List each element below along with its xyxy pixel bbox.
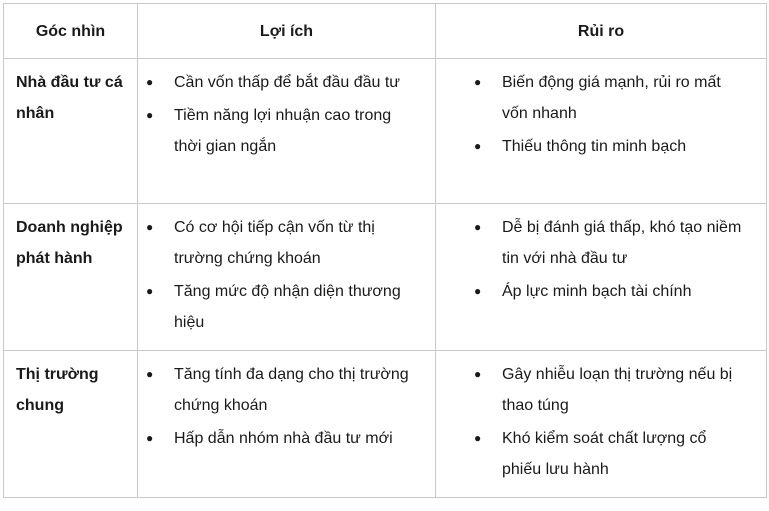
risks-list: [436, 59, 766, 162]
header-perspective: Góc nhìn: [4, 4, 138, 59]
list-item: ● Biến động giá mạnh, rủi ro mất vốn nhanh: [502, 67, 742, 129]
benefits-list: [138, 351, 435, 454]
risks-cell: [436, 351, 767, 498]
table-row: [4, 59, 767, 204]
benefits-cell: [138, 59, 436, 204]
list-item: ● Khó kiểm soát chất lượng cổ phiếu lưu hành: [502, 423, 742, 485]
risks-list: [436, 204, 766, 307]
list-item: ● Có cơ hội tiếp cận vốn từ thị trường chứng khoán: [174, 212, 415, 274]
benefits-list: [138, 59, 435, 162]
table-row: [4, 204, 767, 351]
perspective-label: Thị trường chung: [16, 366, 99, 414]
risks-cell: [436, 204, 767, 351]
table-row: [4, 351, 767, 498]
list-item: ● Tăng mức độ nhận diện thương hiệu: [174, 276, 415, 338]
table-header-row: [4, 4, 767, 59]
list-item: ● Dễ bị đánh giá thấp, khó tạo niềm tin với nhà đầu tư: [502, 212, 742, 274]
benefits-cell: [138, 351, 436, 498]
list-item: ● Áp lực minh bạch tài chính: [502, 276, 742, 307]
benefits-cell: [138, 204, 436, 351]
perspective-label: Doanh nghiệp phát hành: [16, 219, 123, 267]
perspective-cell: [4, 59, 138, 204]
list-item: ● Tăng tính đa dạng cho thị trường chứng khoán: [174, 359, 415, 421]
list-item: ● Gây nhiễu loạn thị trường nếu bị thao túng: [502, 359, 742, 421]
list-item: ● Hấp dẫn nhóm nhà đầu tư mới: [174, 423, 415, 454]
list-item: ● Thiếu thông tin minh bạch: [502, 131, 742, 162]
perspective-cell: [4, 351, 138, 498]
perspective-cell: [4, 204, 138, 351]
header-benefits: Lợi ích: [138, 4, 436, 59]
risks-list: [436, 351, 766, 485]
comparison-table: [3, 3, 767, 498]
perspective-label: Nhà đầu tư cá nhân: [16, 74, 123, 122]
risks-cell: [436, 59, 767, 204]
list-item: ● Tiềm năng lợi nhuận cao trong thời gian ngắn: [174, 100, 415, 162]
list-item: ● Cần vốn thấp để bắt đầu đầu tư: [174, 67, 415, 98]
header-risks: Rủi ro: [436, 4, 767, 59]
benefits-list: [138, 204, 435, 338]
